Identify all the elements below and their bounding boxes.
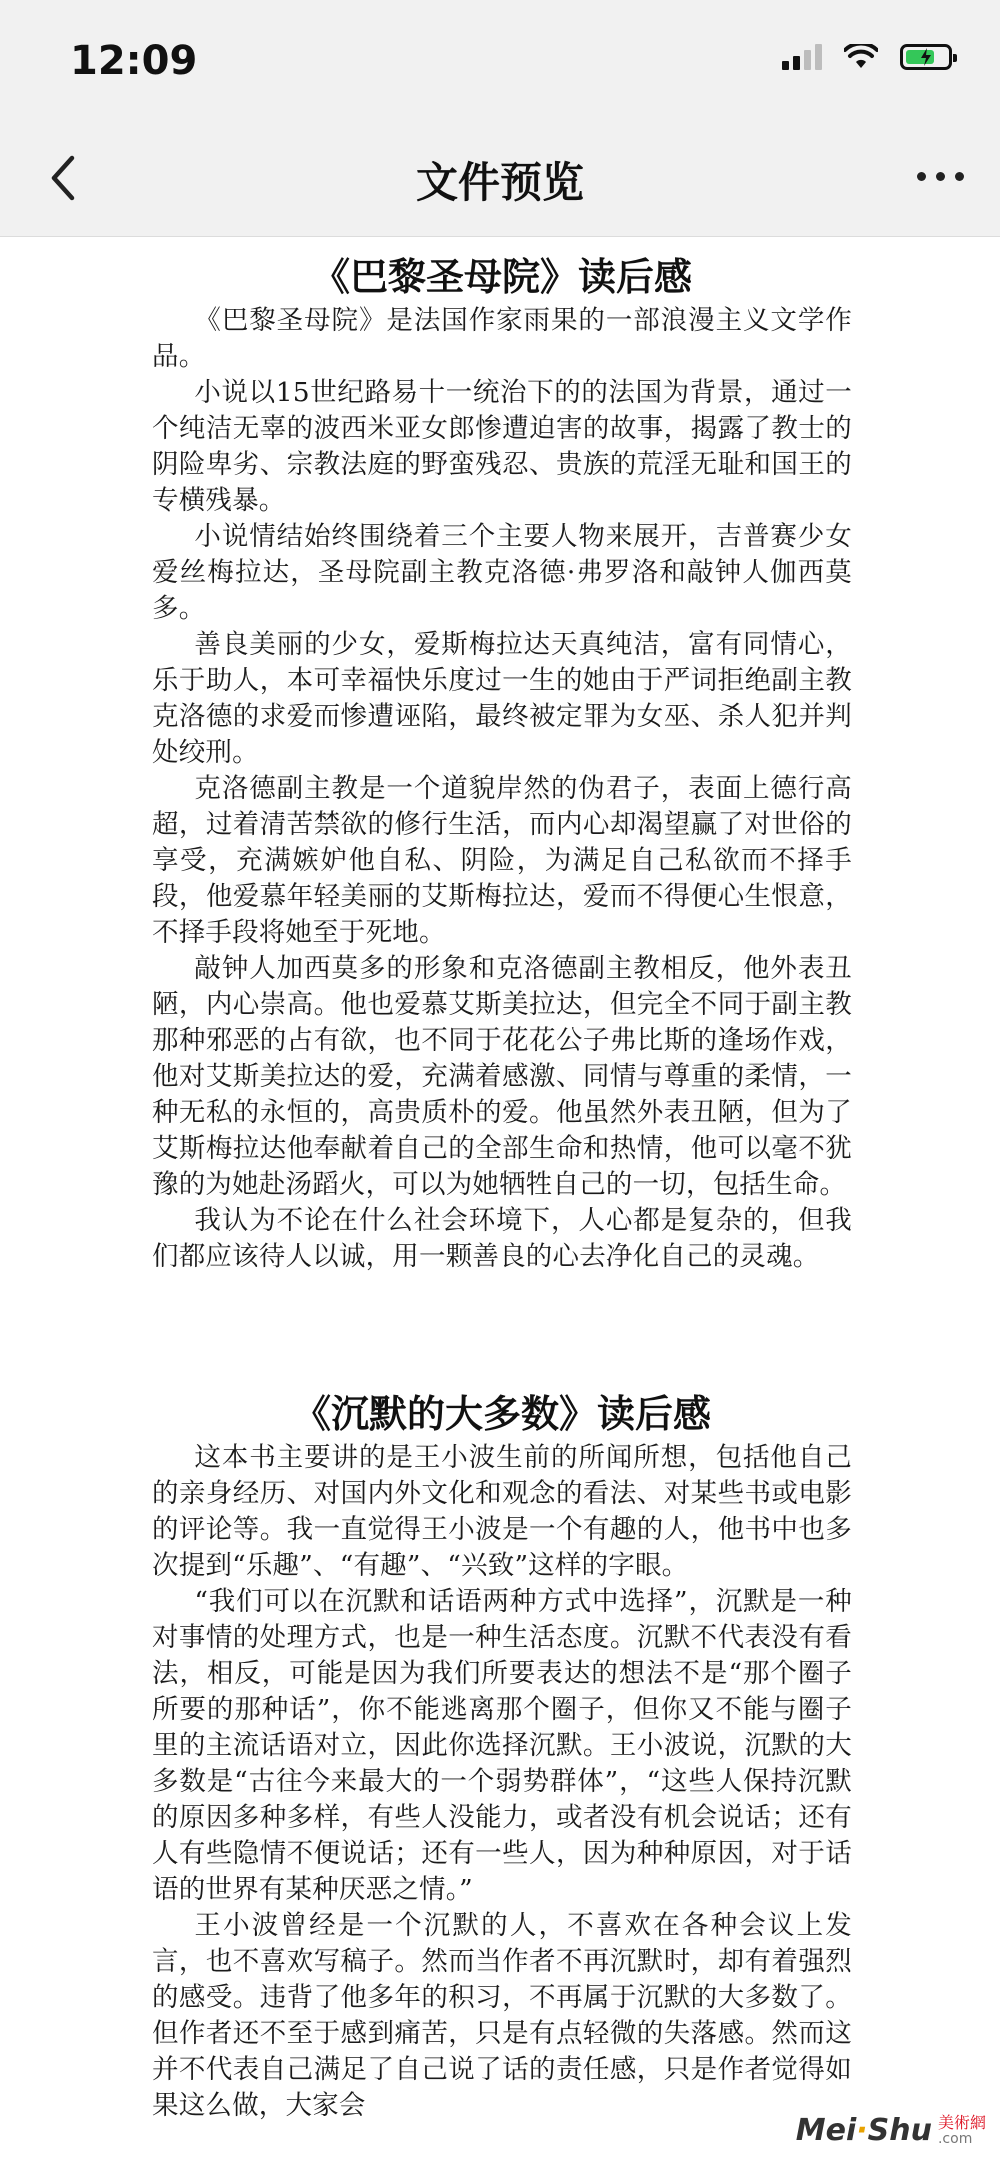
- essay-paragraph: 小说以15世纪路易十一统治下的的法国为背景，通过一个纯洁无辜的波西米亚女郎惨遭迫害的故事，揭露了教士的阴险卑劣、宗教法庭的野蛮残忍、贵族的荒淫无耻和国王的专横残暴。: [152, 377, 852, 516]
- essay-paragraph: “我们可以在沉默和话语两种方式中选择”，沉默是一种对事情的处理方式，也是一种生活态度。沉默不代表没有看法，相反，可能是因为我们所要表达的想法不是“那个圈子所要的那种话”，你不能逃离那个圈子，但你又不能与圈子里的主流话语对立，因此你选择沉默。王小波说，沉默的大多数是“古往今来最大的一个弱势群体”，“这些人保持沉默的原因多种多样，有些人没能力，或者没有机会说话；还有人有些隐情不便说话；还有一些人，因为种种原因，对于话语的世界有某种厌恶之情。”: [152, 1586, 852, 1905]
- status-icons: [782, 44, 952, 70]
- essay-notre-dame: [152, 253, 852, 1275]
- essay-paragraph: 王小波曾经是一个沉默的人，不喜欢在各种会议上发言，也不喜欢写稿子。然而当作者不再沉默时，却有着强烈的感受。违背了他多年的积习，不再属于沉默的大多数了。但作者还不至于感到痛苦，只是有点轻微的失落感。然而这并不代表自己满足了自己说了话的责任感，只是作者觉得如果这么做，大家会: [152, 1910, 852, 2121]
- essay-paragraph: 克洛德副主教是一个道貌岸然的伪君子，表面上德行高超，过着清苦禁欲的修行生活，而内心却渴望赢了对世俗的享受，充满嫉妒他自私、阴险，为满足自己私欲而不择手段，他爱慕年轻美丽的艾斯梅拉达，爱而不得便心生恨意，不择手段将她至于死地。: [152, 773, 852, 948]
- navigation-bar: [0, 120, 1000, 237]
- more-dot-icon: [955, 172, 964, 181]
- status-bar: [0, 0, 1000, 120]
- essay-paragraph: 善良美丽的少女，爱斯梅拉达天真纯洁，富有同情心，乐于助人，本可幸福快乐度过一生的她由于严词拒绝副主教克洛德的求爱而惨遭诬陷，最终被定罪为女巫、杀人犯并判处绞刑。: [152, 629, 852, 768]
- essay-paragraph: 小说情结始终围绕着三个主要人物来展开，吉普赛少女爱丝梅拉达，圣母院副主教克洛德·弗罗洛和敲钟人伽西莫多。: [152, 521, 852, 624]
- more-dot-icon: [917, 172, 926, 181]
- essay-paragraph: 敲钟人加西莫多的形象和克洛德副主教相反，他外表丑陋，内心崇高。他也爱慕艾斯美拉达，但完全不同于副主教那种邪恶的占有欲，也不同于花花公子弗比斯的逢场作戏，他对艾斯美拉达的爱，充满着感激、同情与尊重的柔情，一种无私的永恒的，高贵质朴的爱。他虽然外表丑陋，但为了艾斯梅拉达他奉献着自己的全部生命和热情，他可以毫不犹豫的为她赴汤蹈火，可以为她牺牲自己的一切，包括生命。: [152, 953, 852, 1200]
- document-preview-area[interactable]: [0, 237, 1000, 2166]
- wifi-icon: [844, 44, 878, 70]
- essay-title: 《巴黎圣母院》读后感: [311, 255, 692, 299]
- essay-silent-majority: [152, 1390, 852, 2124]
- status-time: 12:09: [70, 38, 198, 84]
- watermark-logo: Mei·Shu: [795, 2113, 932, 2148]
- watermark-cn: 美術網: [937, 2112, 986, 2132]
- watermark-tld: .com: [937, 2130, 973, 2147]
- essay-paragraph: 我认为不论在什么社会环境下，人心都是复杂的，但我们都应该待人以诚，用一颗善良的心去净化自己的灵魂。: [152, 1205, 852, 1272]
- essay-paragraph: 这本书主要讲的是王小波生前的所闻所想，包括他自己的亲身经历、对国内外文化和观念的看法、对某些书或电影的评论等。我一直觉得王小波是一个有趣的人，他书中也多次提到“乐趣”、“有趣”、“兴致”这样的字眼。: [152, 1442, 852, 1581]
- battery-icon: [900, 44, 952, 70]
- cellular-signal-icon: [782, 44, 822, 70]
- essay-paragraph: 《巴黎圣母院》是法国作家雨果的一部浪漫主义文学作品。: [152, 305, 852, 372]
- essay-title: 《沉默的大多数》读后感: [292, 1392, 711, 1436]
- more-options-button[interactable]: [917, 164, 964, 189]
- site-watermark: [796, 2113, 986, 2148]
- more-dot-icon: [936, 172, 945, 181]
- page-title: 文件预览: [415, 158, 584, 207]
